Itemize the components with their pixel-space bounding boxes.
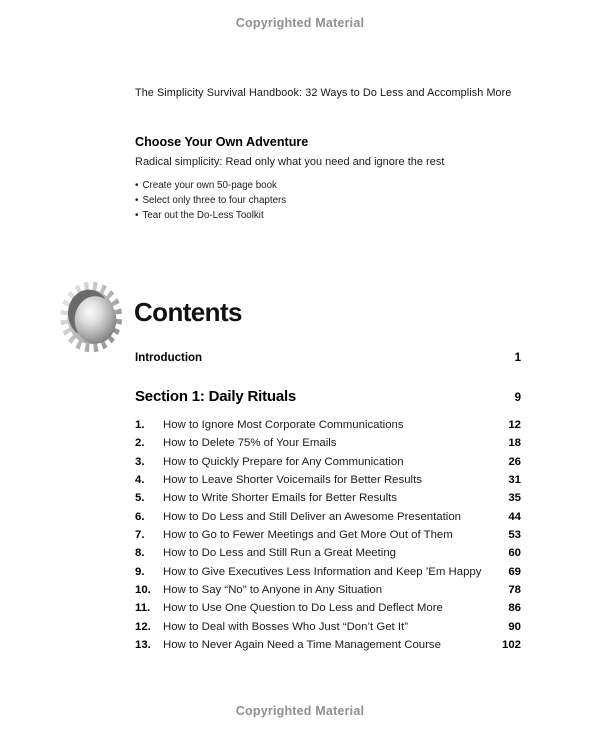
toc-page: 86	[508, 602, 521, 615]
toc-page: 12	[508, 419, 521, 431]
toc-page: 35	[508, 492, 521, 505]
toc-title: How to Do Less and Still Deliver an Awesome Presentation	[163, 510, 461, 523]
toc-section-row	[135, 388, 521, 405]
bullet-item	[135, 193, 286, 208]
copyright-banner-bottom: Copyrighted Material	[235, 704, 365, 718]
toc-page: 31	[508, 474, 521, 487]
toc-number: 11.	[135, 602, 151, 615]
gear-globe-icon	[58, 276, 130, 358]
toc-page: 60	[508, 547, 521, 560]
toc-title: How to Delete 75% of Your Emails	[163, 437, 337, 450]
toc-chapter-list	[135, 416, 521, 654]
adventure-subheading: Radical simplicity: Read only what you need and ignore the rest	[135, 156, 445, 168]
toc-row	[135, 636, 521, 654]
toc-number: 8.	[135, 547, 145, 560]
contents-title: Contents	[134, 297, 242, 327]
toc-number: 7.	[135, 529, 145, 542]
toc-title: How to Say “No” to Anyone in Any Situation	[163, 584, 383, 597]
toc-number: 2.	[135, 437, 145, 450]
toc-title: How to Never Again Need a Time Management Course	[163, 639, 441, 652]
toc-title: How to Use One Question to Do Less and Deflect More	[163, 602, 443, 615]
toc-title: How to Do Less and Still Run a Great Meeting	[163, 547, 396, 560]
toc-page: 102	[501, 639, 521, 652]
bullet-item	[135, 208, 286, 223]
bullet-dot-icon: •	[135, 195, 139, 207]
toc-title: How to Write Shorter Emails for Better Results	[163, 492, 398, 505]
toc-number: 10.	[135, 584, 151, 597]
toc-number: 12.	[135, 620, 151, 633]
toc-page: 18	[508, 437, 521, 450]
toc-title: How to Ignore Most Corporate Communications	[163, 419, 404, 431]
toc-row	[135, 434, 521, 452]
toc-row	[135, 489, 521, 507]
bullet-item	[135, 178, 286, 193]
toc-section-page: 9	[514, 392, 521, 404]
book-title: The Simplicity Survival Handbook: 32 Ways to Do Less and Accomplish More	[135, 87, 512, 99]
toc-number: 13.	[135, 639, 151, 652]
toc-page: 26	[508, 455, 521, 468]
toc-page: 53	[508, 529, 521, 542]
toc-intro-label: Introduction	[135, 352, 203, 364]
toc-page: 44	[508, 510, 521, 523]
toc-row	[135, 581, 521, 599]
toc-number: 3.	[135, 455, 145, 468]
toc-title: How to Give Executives Less Information and Keep ’Em Happy	[163, 565, 482, 578]
bullet-dot-icon: •	[135, 180, 139, 191]
toc-number: 1.	[135, 419, 145, 431]
toc-number: 5.	[135, 492, 145, 505]
toc-number: 6.	[135, 510, 145, 523]
bullet-item-text: Tear out the Do-Less Toolkit	[142, 210, 264, 222]
toc-row	[135, 544, 521, 562]
bullet-dot-icon: •	[135, 210, 139, 222]
toc-page: 90	[508, 620, 521, 633]
toc-page: 78	[508, 584, 521, 597]
toc-number: 4.	[135, 474, 145, 487]
copyright-banner-top: Copyrighted Material	[235, 16, 365, 30]
toc-row	[135, 416, 521, 434]
toc-title: How to Deal with Bosses Who Just “Don’t Get It”	[163, 620, 408, 633]
toc-row	[135, 508, 521, 526]
toc-section-label: Section 1: Daily Rituals	[135, 388, 297, 405]
toc-title: How to Quickly Prepare for Any Communication	[163, 455, 404, 468]
toc-page: 69	[508, 565, 521, 578]
toc-row	[135, 563, 521, 581]
toc-number: 9.	[135, 565, 145, 578]
toc-row	[135, 599, 521, 617]
toc-intro-page: 1	[514, 352, 521, 364]
adventure-heading: Choose Your Own Adventure	[135, 135, 309, 149]
bullet-item-text: Create your own 50-page book	[142, 180, 277, 191]
toc-row	[135, 453, 521, 471]
toc-intro-row	[135, 352, 521, 364]
adventure-bullet-list	[135, 178, 286, 224]
toc-row	[135, 471, 521, 489]
bullet-item-text: Select only three to four chapters	[142, 195, 287, 207]
toc-title: How to Leave Shorter Voicemails for Better Results	[163, 474, 422, 487]
toc-title: How to Go to Fewer Meetings and Get More Out of Them	[163, 529, 453, 542]
toc-row	[135, 526, 521, 544]
toc-row	[135, 618, 521, 636]
